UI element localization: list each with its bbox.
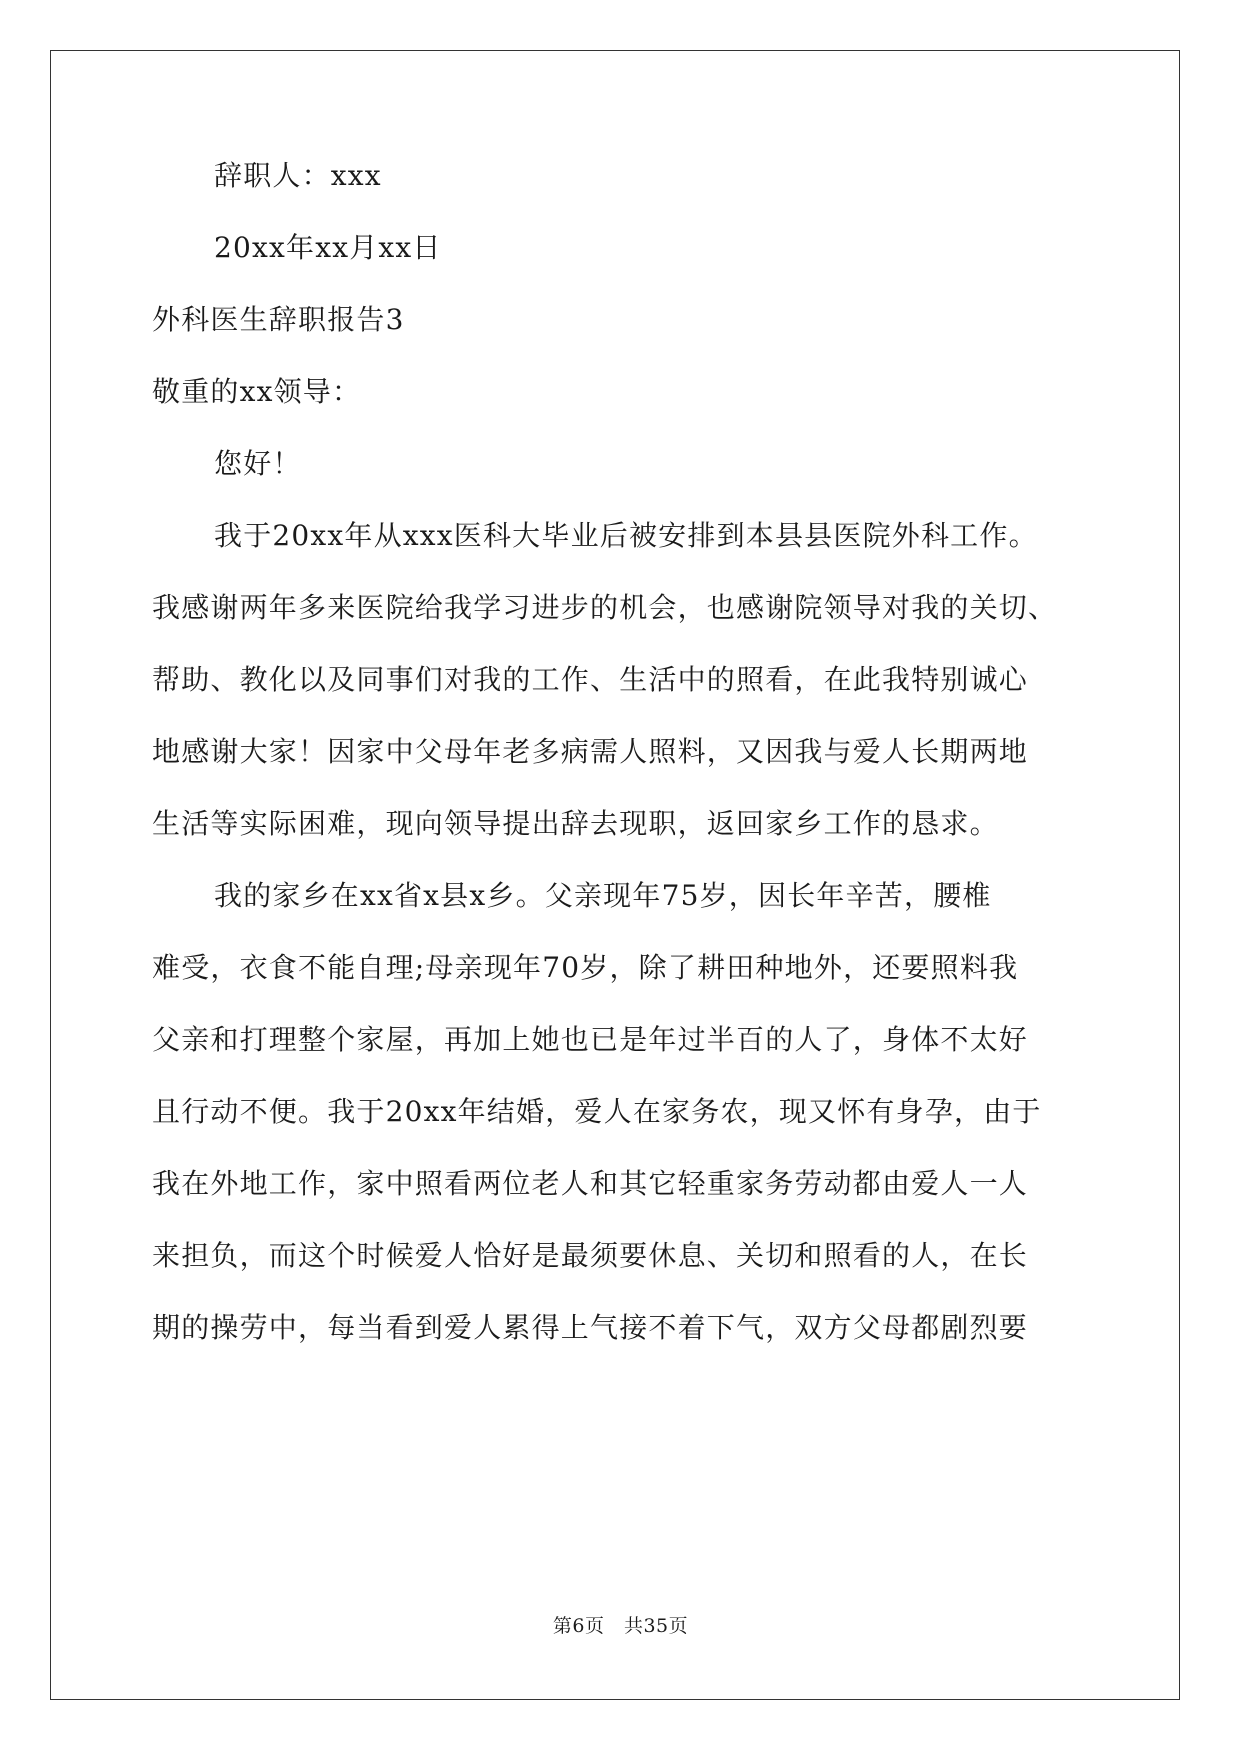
paragraph-line: 我感谢两年多来医院给我学习进步的机会，也感谢院领导对我的关切、: [152, 591, 1058, 624]
paragraph-line: 我在外地工作，家中照看两位老人和其它轻重家务劳动都由爱人一人: [152, 1167, 1029, 1200]
paragraph-line: 我的家乡在xx省x县x乡。父亲现年75岁，因长年辛苦，腰椎: [214, 879, 992, 912]
salutation: 敬重的xx领导：: [152, 375, 362, 408]
paragraph-line: 难受，衣食不能自理;母亲现年70岁，除了耕田种地外，还要照料我: [152, 951, 1019, 984]
page-border: [50, 50, 1180, 1700]
paragraph-line: 地感谢大家！因家中父母年老多病需人照料，又因我与爱人长期两地: [152, 735, 1029, 768]
greeting: 您好！: [214, 447, 302, 480]
paragraph-line: 且行动不便。我于20xx年结婚，爱人在家务农，现又怀有身孕，由于: [152, 1095, 1042, 1128]
signature-line: 辞职人：xxx: [214, 159, 382, 192]
paragraph-line: 父亲和打理整个家屋，再加上她也已是年过半百的人了，身体不太好: [152, 1023, 1029, 1056]
paragraph-line: 帮助、教化以及同事们对我的工作、生活中的照看，在此我特别诚心: [152, 663, 1029, 696]
page-number: 第6页 共35页: [552, 1615, 689, 1637]
paragraph-line: 来担负，而这个时候爱人恰好是最须要休息、关切和照看的人，在长: [152, 1239, 1029, 1272]
date-line: 20xx年xx月xx日: [214, 231, 442, 264]
paragraph-line: 生活等实际困难，现向领导提出辞去现职，返回家乡工作的恳求。: [152, 807, 999, 840]
paragraph-line: 我于20xx年从xxx医科大毕业后被安排到本县县医院外科工作。: [214, 519, 1038, 552]
section-title: 外科医生辞职报告3: [152, 303, 405, 336]
paragraph-line: 期的操劳中，每当看到爱人累得上气接不着下气，双方父母都剧烈要: [152, 1311, 1029, 1344]
